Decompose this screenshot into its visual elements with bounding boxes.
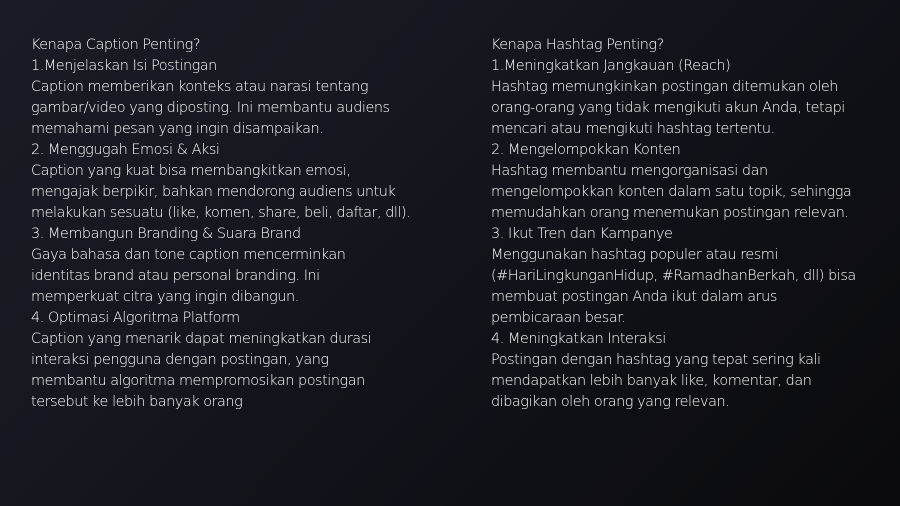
caption-point-1-heading: 1.Menjelaskan Isi Postingan bbox=[31, 58, 217, 74]
hashtag-point-1-text: Hashtag memungkinkan postingan ditemukan oleh bbox=[491, 79, 838, 95]
hashtag-point-3-heading: 3. Ikut Tren dan Kampanye bbox=[491, 226, 673, 242]
hashtag-point-2-text: memudahkan orang menemukan postingan relevan. bbox=[491, 205, 849, 221]
caption-point-3-text: Gaya bahasa dan tone caption mencerminkan bbox=[31, 247, 346, 263]
caption-point-1-text: memahami pesan yang ingin disampaikan. bbox=[31, 121, 324, 137]
hashtag-point-1-text: orang-orang yang tidak mengikuti akun Anda, tetapi bbox=[491, 100, 845, 116]
caption-point-4-text: tersebut ke lebih banyak orang bbox=[31, 394, 243, 410]
hashtag-importance-section bbox=[491, 35, 886, 413]
caption-point-4-heading: 4. Optimasi Algoritma Platform bbox=[31, 310, 240, 326]
caption-point-3-heading: 3. Membangun Branding & Suara Brand bbox=[31, 226, 301, 242]
caption-point-3-text: memperkuat citra yang ingin dibangun. bbox=[31, 289, 299, 305]
caption-point-4-text: interaksi pengguna dengan postingan, yang bbox=[31, 352, 329, 368]
hashtag-point-4-heading: 4. Meningkatkan Interaksi bbox=[491, 331, 666, 347]
hashtag-point-1-text: mencari atau mengikuti hashtag tertentu. bbox=[491, 121, 775, 137]
hashtag-point-2-text: mengelompokkan konten dalam satu topik, sehingga bbox=[491, 184, 852, 200]
hashtag-point-3-text: membuat postingan Anda ikut dalam arus bbox=[491, 289, 777, 305]
caption-point-3-text: identitas brand atau personal branding. Ini bbox=[31, 268, 320, 284]
hashtag-point-2-text: Hashtag membantu mengorganisasi dan bbox=[491, 163, 768, 179]
hashtag-point-1-heading: 1.Meningkatkan Jangkauan (Reach) bbox=[491, 58, 731, 74]
caption-point-1-text: Caption memberikan konteks atau narasi tentang bbox=[31, 79, 369, 95]
section-heading-caption: Kenapa Caption Penting? bbox=[31, 37, 201, 53]
caption-point-4-text: Caption yang menarik dapat meningkatkan durasi bbox=[31, 331, 372, 347]
hashtag-point-4-text: dibagikan oleh orang yang relevan. bbox=[491, 394, 730, 410]
section-heading-hashtag: Kenapa Hashtag Penting? bbox=[491, 37, 664, 53]
caption-point-4-text: membantu algoritma mempromosikan postingan bbox=[31, 373, 365, 389]
caption-importance-section bbox=[31, 35, 461, 413]
caption-point-2-heading: 2. Menggugah Emosi & Aksi bbox=[31, 142, 220, 158]
hashtag-point-4-text: Postingan dengan hashtag yang tepat sering kali bbox=[491, 352, 821, 368]
caption-point-1-text: gambar/video yang diposting. Ini membantu audiens bbox=[31, 100, 390, 116]
hashtag-point-3-text: (#HariLingkunganHidup, #RamadhanBerkah, dll) bisa bbox=[491, 268, 856, 284]
hashtag-point-2-heading: 2. Mengelompokkan Konten bbox=[491, 142, 681, 158]
caption-point-2-text: melakukan sesuatu (like, komen, share, beli, daftar, dll). bbox=[31, 205, 411, 221]
caption-point-2-text: Caption yang kuat bisa membangkitkan emosi, bbox=[31, 163, 351, 179]
caption-point-2-text: mengajak berpikir, bahkan mendorong audiens untuk bbox=[31, 184, 396, 200]
hashtag-point-4-text: mendapatkan lebih banyak like, komentar, dan bbox=[491, 373, 812, 389]
hashtag-point-3-text: Menggunakan hashtag populer atau resmi bbox=[491, 247, 778, 263]
hashtag-point-3-text: pembicaraan besar. bbox=[491, 310, 626, 326]
